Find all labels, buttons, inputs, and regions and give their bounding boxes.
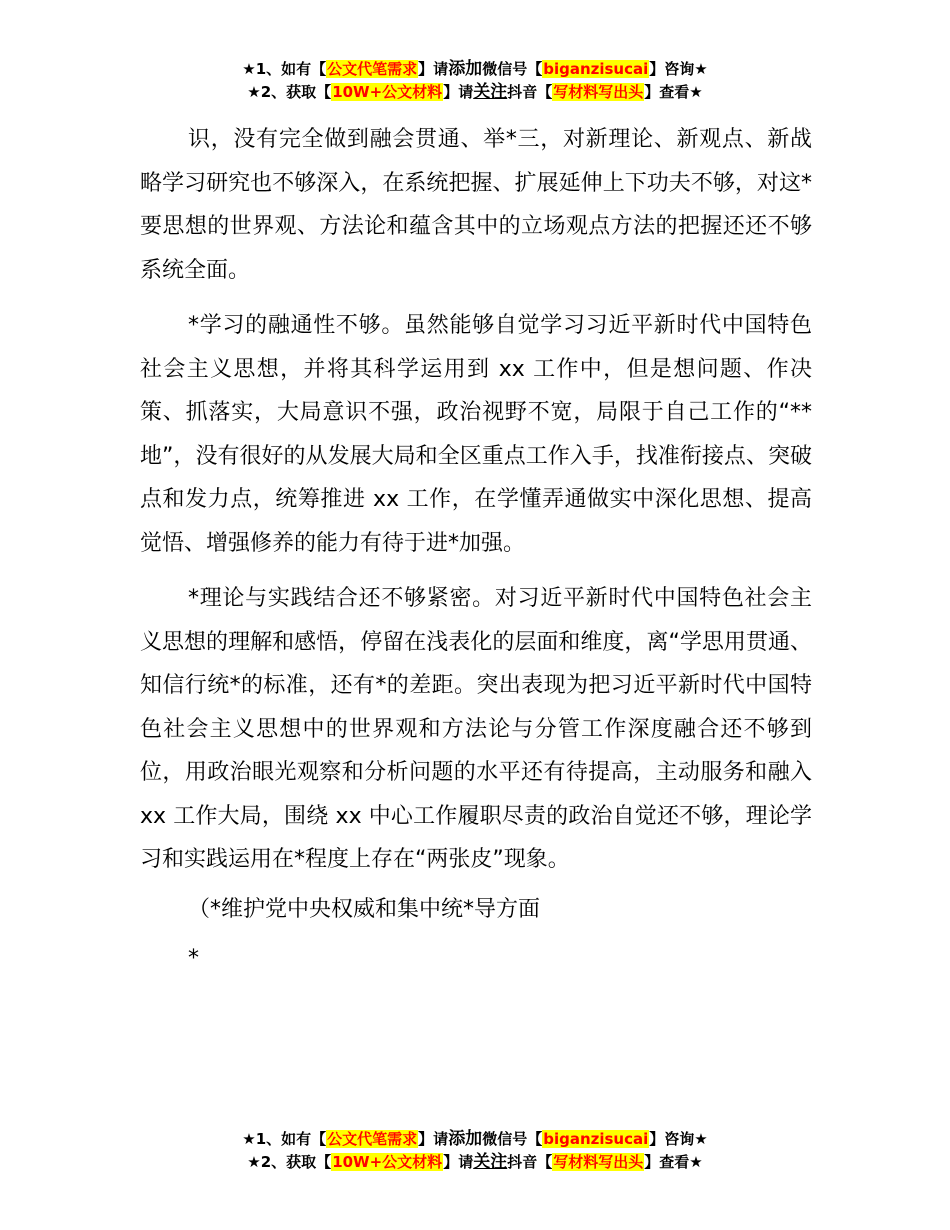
highlight-materials: 10W+公文材料 (332, 1153, 443, 1171)
banner-emphasis: 关注 (473, 82, 508, 102)
banner-text: 】请 (443, 1153, 474, 1171)
highlight-materials: 10W+公文材料 (332, 83, 443, 101)
paragraph-1: 识，没有完全做到融会贯通、举*三，对新理论、新观点、新战略学习研究也不够深入，在系统把握、扩展延伸上下功夫不够，对这*要思想的世界观、方法论和蕴含其中的立场观点方法的把握还还不够系统全面。 (140, 127, 812, 283)
paragraph-2: *学习的融通性不够。虽然能够自觉学习习近平新时代中国特色社会主义思想，并将其科学运用到 xx 工作中，但是想问题、作决策、抓落实，大局意识不强，政治视野不宽，局限于自己工作的“**地”，没有很好的从发展大局和全区重点工作入手，找准衔接点、突破点和发力点，统筹推进 xx 工作，在学懂弄通做实中深化思想、提高觉悟、增强修养的能力有待于进*加强。 (140, 313, 812, 556)
header-banner (0, 58, 950, 104)
banner-line-1 (0, 58, 950, 81)
banner-line-2 (0, 81, 950, 104)
banner-emphasis: 添加 (448, 59, 483, 79)
banner-text: 】请 (418, 60, 449, 78)
banner-emphasis: 关注 (473, 1152, 508, 1172)
section-marker: * (188, 946, 199, 971)
document-body (140, 118, 812, 981)
highlight-douyin: 写材料写出头 (553, 1153, 644, 1171)
paragraph-3: *理论与实践结合还不够紧密。对习近平新时代中国特色社会主义思想的理解和感悟，停留在浅表化的层面和维度，离“学思用贯通、知信行统*的标准，还有*的差距。突出表现为把习近平新时代中国特色社会主义思想中的世界观和方法论与分管工作深度融合还不够到位，用政治眼光观察和分析问题的水平还有待提高，主动服务和融入 xx 工作大局，围绕 xx 中心工作履职尽责的政治自觉还不够，理论学习和实践运用在*程度上存在“两张皮”现象。 (140, 586, 812, 872)
banner-text: 】查看★ (644, 1153, 703, 1171)
footer-banner (0, 1128, 950, 1174)
banner-text: ★2、获取【 (247, 1153, 332, 1171)
highlight-douyin: 写材料写出头 (553, 83, 644, 101)
banner-text: ★2、获取【 (247, 83, 332, 101)
highlight-service: 公文代笔需求 (327, 1130, 418, 1148)
banner-text: ★1、如有【 (242, 60, 327, 78)
banner-text: 】请 (443, 83, 474, 101)
banner-text: 】查看★ (644, 83, 703, 101)
banner-text: 抖音【 (507, 83, 553, 101)
banner-text: 抖音【 (507, 1153, 553, 1171)
banner-text: 微信号【 (482, 1130, 543, 1148)
banner-line-1 (0, 1128, 950, 1151)
banner-line-2 (0, 1151, 950, 1174)
banner-text: 微信号【 (482, 60, 543, 78)
banner-text: 】咨询★ (649, 60, 708, 78)
banner-text: 】咨询★ (649, 1130, 708, 1148)
banner-text: 】请 (418, 1130, 449, 1148)
highlight-wechat-id: biganzisucai (543, 1130, 649, 1148)
highlight-wechat-id: biganzisucai (543, 60, 649, 78)
highlight-service: 公文代笔需求 (327, 60, 418, 78)
banner-emphasis: 添加 (448, 1129, 483, 1149)
banner-text: ★1、如有【 (242, 1130, 327, 1148)
section-heading: （*维护党中央权威和集中统*导方面 (188, 896, 541, 922)
